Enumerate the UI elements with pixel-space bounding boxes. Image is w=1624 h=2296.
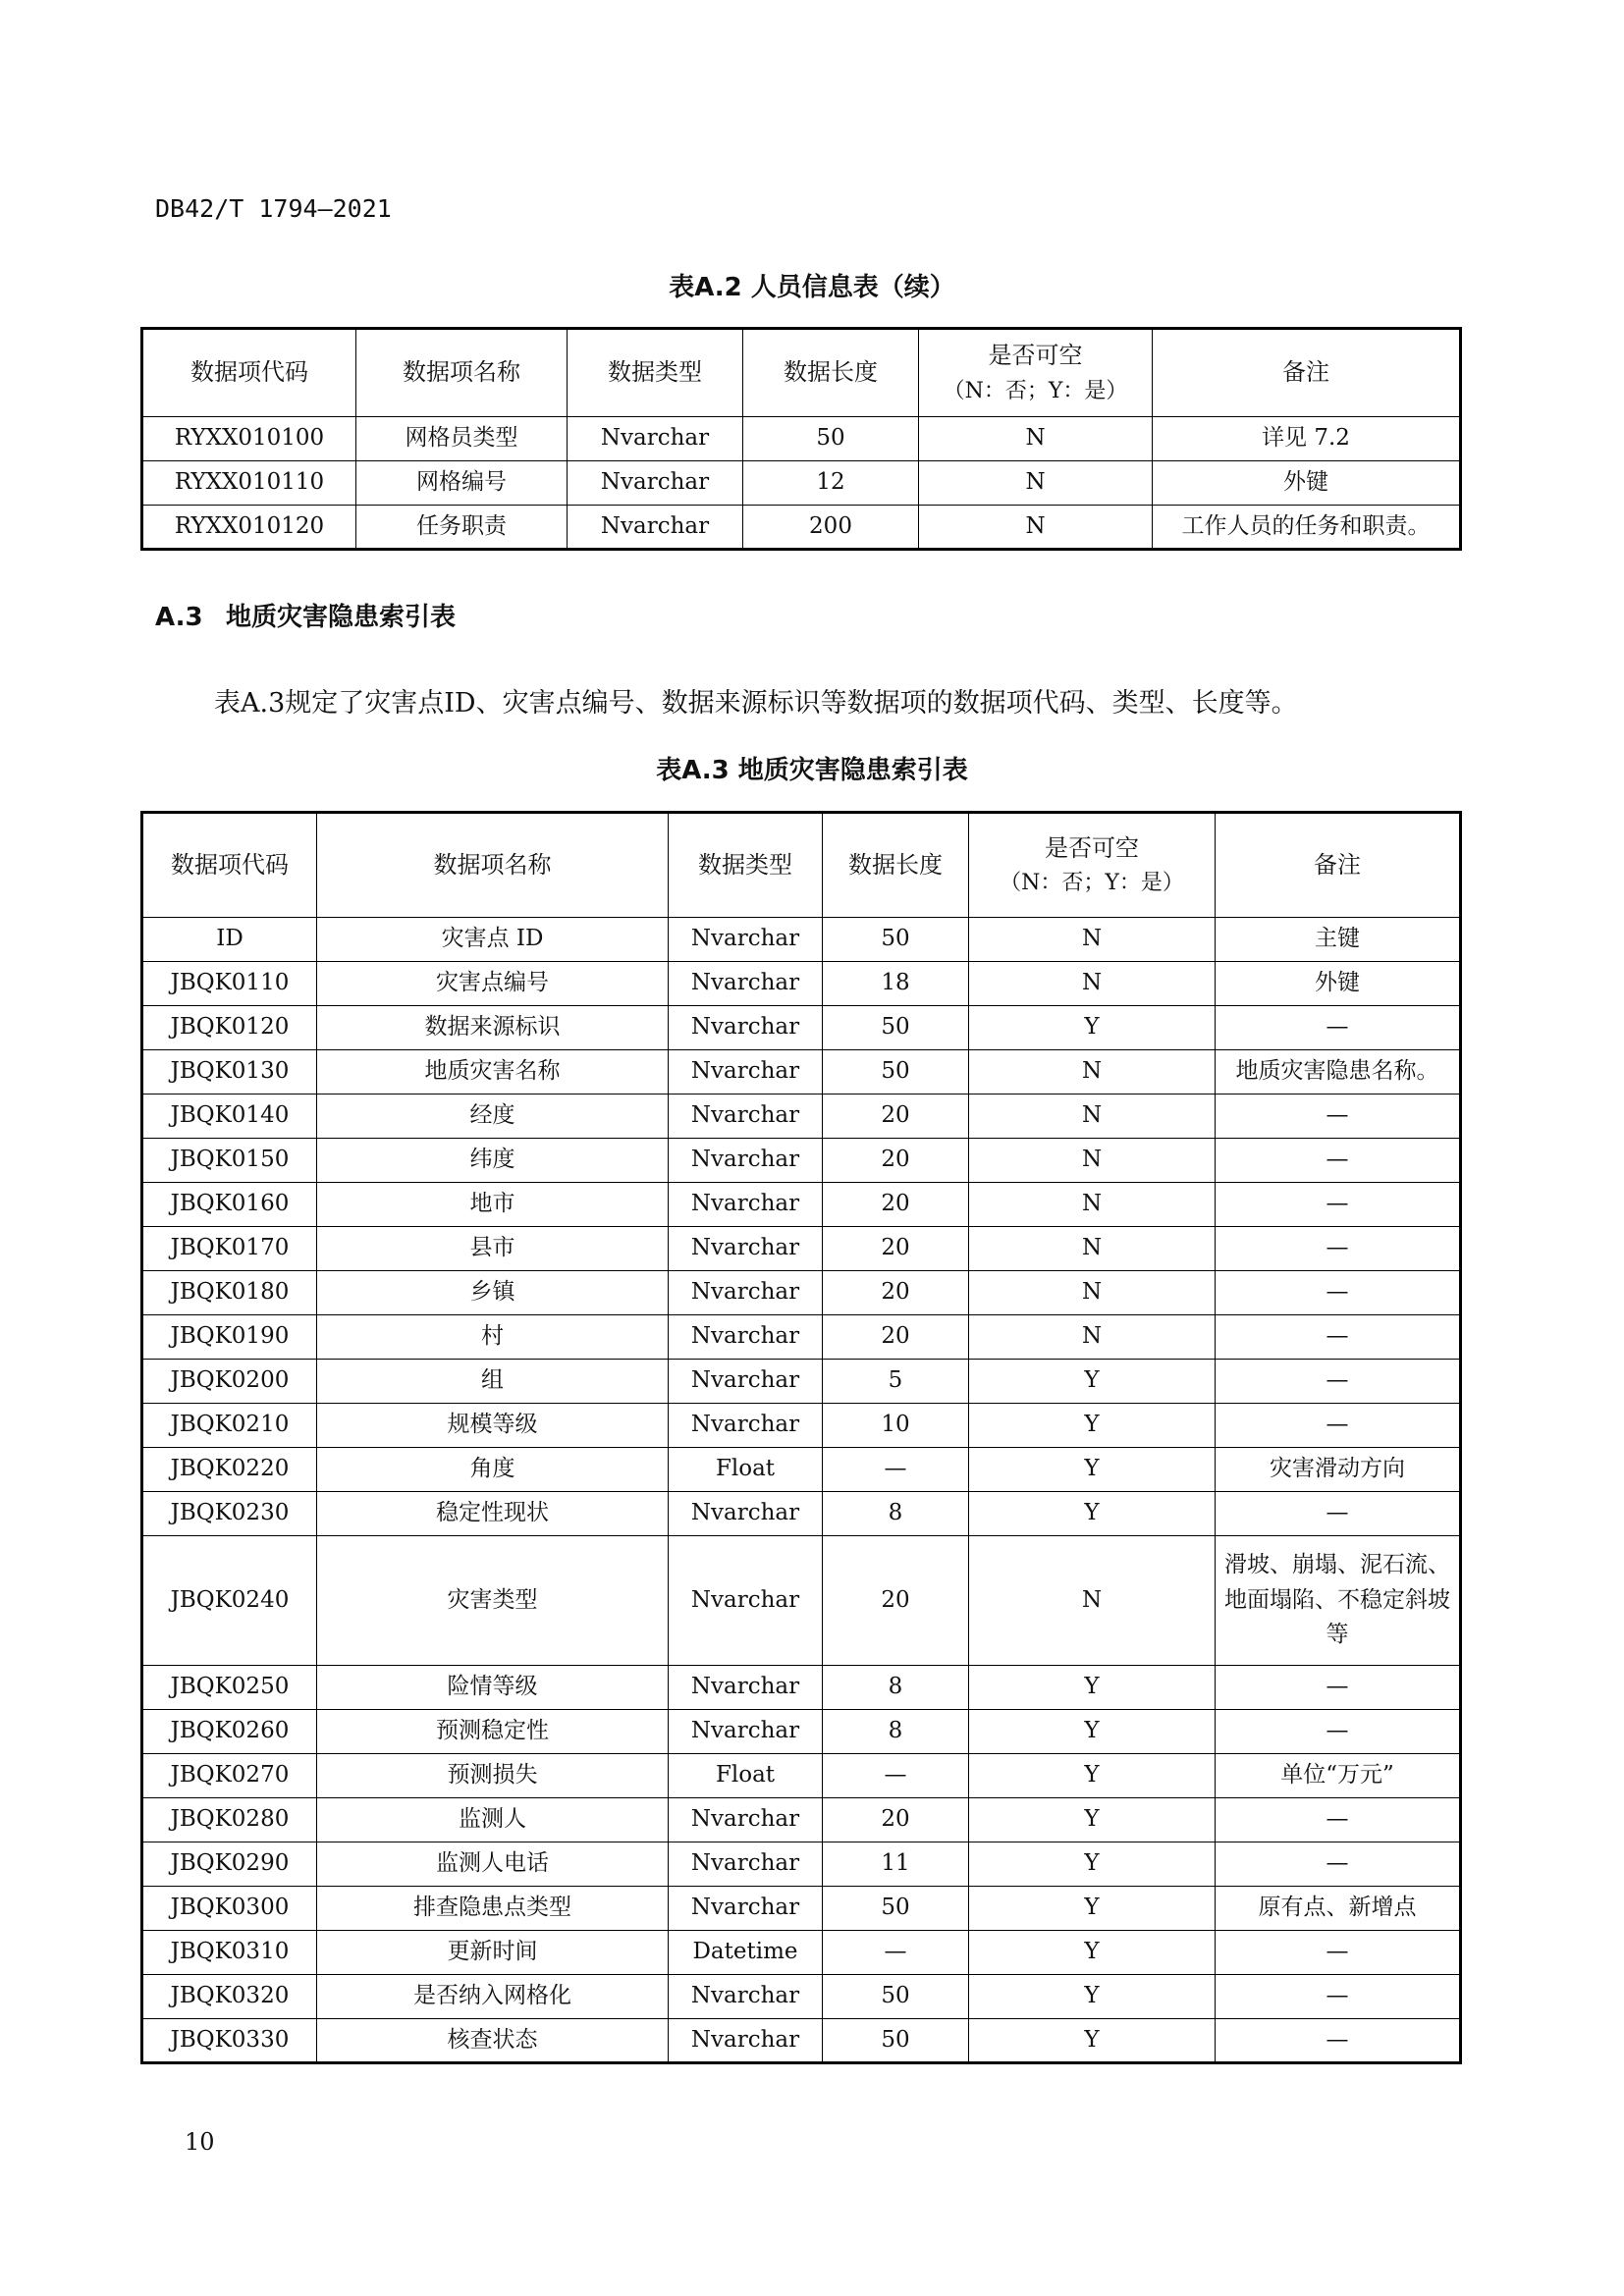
cell-name: 网格编号	[356, 461, 568, 506]
cell-name: 灾害点编号	[317, 962, 669, 1006]
cell-type: Nvarchar	[669, 1975, 823, 2019]
cell-type: Nvarchar	[669, 1183, 823, 1227]
cell-nullable: N	[969, 918, 1216, 962]
cell-type: Nvarchar	[669, 1315, 823, 1360]
cell-remark: 滑坡、崩塌、泥石流、地面塌陷、不稳定斜坡等	[1216, 1536, 1461, 1666]
cell-name: 灾害类型	[317, 1536, 669, 1666]
table-row	[142, 1536, 1461, 1666]
table-row	[142, 962, 1461, 1006]
cell-nullable: Y	[969, 1798, 1216, 1842]
cell-nullable: N	[919, 461, 1153, 506]
cell-code: ID	[142, 918, 317, 962]
cell-name: 地质灾害名称	[317, 1050, 669, 1095]
table-row	[142, 506, 1461, 550]
cell-name: 乡镇	[317, 1271, 669, 1315]
table-a2-body	[142, 417, 1461, 550]
table-row	[142, 1404, 1461, 1448]
section-number: A.3	[155, 603, 203, 632]
table-row	[142, 1139, 1461, 1183]
table-a3-body	[142, 918, 1461, 2063]
cell-remark: —	[1216, 1492, 1461, 1536]
cell-code: JBQK0280	[142, 1798, 317, 1842]
cell-remark: —	[1216, 1666, 1461, 1710]
cell-type: Nvarchar	[568, 506, 743, 550]
table-row	[142, 1050, 1461, 1095]
cell-length: 20	[823, 1095, 969, 1139]
cell-remark: —	[1216, 1931, 1461, 1975]
cell-type: Nvarchar	[669, 1710, 823, 1754]
cell-nullable: N	[969, 1536, 1216, 1666]
cell-nullable: N	[969, 1095, 1216, 1139]
table-row	[142, 1931, 1461, 1975]
header-nullable	[919, 329, 1153, 417]
cell-nullable: Y	[969, 1448, 1216, 1492]
cell-name: 组	[317, 1360, 669, 1404]
cell-length: 10	[823, 1404, 969, 1448]
table-row	[142, 1183, 1461, 1227]
cell-code: JBQK0310	[142, 1931, 317, 1975]
cell-remark: —	[1216, 1798, 1461, 1842]
cell-nullable: N	[969, 1271, 1216, 1315]
cell-name: 纬度	[317, 1139, 669, 1183]
cell-length: 8	[823, 1492, 969, 1536]
table-row	[142, 1095, 1461, 1139]
cell-length: 50	[823, 1887, 969, 1931]
cell-remark: —	[1216, 2019, 1461, 2063]
section-heading	[155, 597, 456, 633]
cell-type: Nvarchar	[669, 1050, 823, 1095]
cell-length: 5	[823, 1360, 969, 1404]
cell-name: 经度	[317, 1095, 669, 1139]
cell-type: Nvarchar	[669, 1271, 823, 1315]
cell-name: 地市	[317, 1183, 669, 1227]
table-row	[142, 1754, 1461, 1798]
table-a2-caption: 表A.2 人员信息表（续）	[669, 273, 955, 302]
cell-remark: —	[1216, 1360, 1461, 1404]
page-number: 10	[185, 2128, 215, 2156]
cell-type: Nvarchar	[669, 1095, 823, 1139]
cell-length: 50	[743, 417, 919, 461]
cell-code: JBQK0260	[142, 1710, 317, 1754]
table-row	[142, 1271, 1461, 1315]
cell-type: Nvarchar	[669, 1798, 823, 1842]
cell-length: 200	[743, 506, 919, 550]
cell-nullable: N	[969, 1315, 1216, 1360]
cell-code: JBQK0270	[142, 1754, 317, 1798]
header-type: 数据类型	[669, 813, 823, 918]
cell-remark: 灾害滑动方向	[1216, 1448, 1461, 1492]
cell-code: JBQK0200	[142, 1360, 317, 1404]
cell-code: JBQK0210	[142, 1404, 317, 1448]
cell-type: Nvarchar	[669, 962, 823, 1006]
header-code: 数据项代码	[142, 813, 317, 918]
table-row	[142, 1798, 1461, 1842]
cell-type: Nvarchar	[669, 918, 823, 962]
cell-name: 更新时间	[317, 1931, 669, 1975]
cell-remark: —	[1216, 1095, 1461, 1139]
cell-remark: —	[1216, 1271, 1461, 1315]
table-row	[142, 1360, 1461, 1404]
table-a3-caption: 表A.3 地质灾害隐患索引表	[656, 756, 968, 785]
cell-remark: —	[1216, 1006, 1461, 1050]
cell-code: JBQK0130	[142, 1050, 317, 1095]
cell-name: 核查状态	[317, 2019, 669, 2063]
header-length: 数据长度	[823, 813, 969, 918]
cell-remark: —	[1216, 1975, 1461, 2019]
cell-remark: 地质灾害隐患名称。	[1216, 1050, 1461, 1095]
cell-type: Nvarchar	[568, 461, 743, 506]
cell-length: 18	[823, 962, 969, 1006]
cell-code: JBQK0240	[142, 1536, 317, 1666]
cell-name: 是否纳入网格化	[317, 1975, 669, 2019]
cell-type: Float	[669, 1754, 823, 1798]
cell-type: Nvarchar	[669, 2019, 823, 2063]
table-row	[142, 1710, 1461, 1754]
cell-length: 12	[743, 461, 919, 506]
document-id: DB42/T 1794—2021	[155, 194, 392, 223]
cell-nullable: N	[969, 962, 1216, 1006]
cell-code: JBQK0150	[142, 1139, 317, 1183]
cell-code: RYXX010120	[142, 506, 356, 550]
cell-name: 村	[317, 1315, 669, 1360]
header-name: 数据项名称	[356, 329, 568, 417]
cell-nullable: Y	[969, 1006, 1216, 1050]
cell-length: 11	[823, 1842, 969, 1887]
cell-remark: —	[1216, 1710, 1461, 1754]
cell-nullable: N	[919, 417, 1153, 461]
table-a2	[140, 327, 1462, 551]
cell-type: Nvarchar	[669, 1006, 823, 1050]
cell-length: —	[823, 1448, 969, 1492]
table-row	[142, 1975, 1461, 2019]
cell-name: 规模等级	[317, 1404, 669, 1448]
table-row	[142, 2019, 1461, 2063]
cell-nullable: N	[969, 1050, 1216, 1095]
cell-name: 监测人	[317, 1798, 669, 1842]
cell-length: 8	[823, 1710, 969, 1754]
cell-type: Datetime	[669, 1931, 823, 1975]
cell-type: Float	[669, 1448, 823, 1492]
cell-length: 50	[823, 2019, 969, 2063]
header-code: 数据项代码	[142, 329, 356, 417]
cell-type: Nvarchar	[669, 1842, 823, 1887]
cell-name: 险情等级	[317, 1666, 669, 1710]
cell-code: JBQK0190	[142, 1315, 317, 1360]
cell-name: 任务职责	[356, 506, 568, 550]
cell-remark: —	[1216, 1227, 1461, 1271]
cell-type: Nvarchar	[669, 1536, 823, 1666]
cell-length: 20	[823, 1139, 969, 1183]
header-remark: 备注	[1216, 813, 1461, 918]
table-row	[142, 1887, 1461, 1931]
cell-nullable: Y	[969, 1360, 1216, 1404]
cell-name: 角度	[317, 1448, 669, 1492]
cell-remark: —	[1216, 1842, 1461, 1887]
cell-remark: —	[1216, 1139, 1461, 1183]
header-type: 数据类型	[568, 329, 743, 417]
table-row	[142, 417, 1461, 461]
cell-nullable: Y	[969, 1492, 1216, 1536]
cell-nullable: N	[969, 1183, 1216, 1227]
cell-name: 数据来源标识	[317, 1006, 669, 1050]
cell-code: JBQK0170	[142, 1227, 317, 1271]
cell-remark: —	[1216, 1183, 1461, 1227]
cell-name: 网格员类型	[356, 417, 568, 461]
cell-length: 50	[823, 1975, 969, 2019]
cell-type: Nvarchar	[669, 1404, 823, 1448]
cell-remark: 工作人员的任务和职责。	[1153, 506, 1461, 550]
table-a3	[140, 811, 1462, 2064]
table-row	[142, 1842, 1461, 1887]
table-row	[142, 1448, 1461, 1492]
cell-code: JBQK0300	[142, 1887, 317, 1931]
section-paragraph: 表A.3规定了灾害点ID、灾害点编号、数据来源标识等数据项的数据项代码、类型、长度等。	[214, 688, 1298, 719]
table-header-row	[142, 329, 1461, 417]
cell-remark: 详见 7.2	[1153, 417, 1461, 461]
header-nullable-legend: （N：否；Y：是）	[1000, 871, 1184, 896]
cell-remark: —	[1216, 1315, 1461, 1360]
cell-remark: 原有点、新增点	[1216, 1887, 1461, 1931]
cell-nullable: Y	[969, 1666, 1216, 1710]
cell-type: Nvarchar	[669, 1139, 823, 1183]
table-row	[142, 461, 1461, 506]
cell-remark: 主键	[1216, 918, 1461, 962]
cell-length: 20	[823, 1315, 969, 1360]
cell-length: 50	[823, 918, 969, 962]
header-nullable	[969, 813, 1216, 918]
cell-code: JBQK0250	[142, 1666, 317, 1710]
cell-type: Nvarchar	[669, 1492, 823, 1536]
cell-length: 8	[823, 1666, 969, 1710]
cell-code: JBQK0290	[142, 1842, 317, 1887]
cell-length: 20	[823, 1271, 969, 1315]
header-remark: 备注	[1153, 329, 1461, 417]
cell-nullable: N	[969, 1227, 1216, 1271]
cell-name: 预测稳定性	[317, 1710, 669, 1754]
cell-code: JBQK0110	[142, 962, 317, 1006]
table-row	[142, 1006, 1461, 1050]
cell-name: 稳定性现状	[317, 1492, 669, 1536]
cell-nullable: Y	[969, 2019, 1216, 2063]
header-length: 数据长度	[743, 329, 919, 417]
cell-type: Nvarchar	[669, 1227, 823, 1271]
cell-nullable: Y	[969, 1404, 1216, 1448]
cell-nullable: N	[969, 1139, 1216, 1183]
header-name: 数据项名称	[317, 813, 669, 918]
cell-nullable: Y	[969, 1931, 1216, 1975]
cell-length: 50	[823, 1006, 969, 1050]
table-row	[142, 918, 1461, 962]
cell-length: 50	[823, 1050, 969, 1095]
cell-nullable: Y	[969, 1754, 1216, 1798]
cell-remark: 外键	[1153, 461, 1461, 506]
cell-nullable: Y	[969, 1887, 1216, 1931]
header-nullable-label: 是否可空	[1045, 833, 1139, 862]
cell-code: JBQK0330	[142, 2019, 317, 2063]
cell-name: 排查隐患点类型	[317, 1887, 669, 1931]
cell-name: 县市	[317, 1227, 669, 1271]
cell-name: 灾害点 ID	[317, 918, 669, 962]
header-nullable-legend: （N：否；Y：是）	[943, 378, 1128, 403]
section-title: 地质灾害隐患索引表	[226, 603, 457, 632]
cell-length: 20	[823, 1227, 969, 1271]
cell-nullable: Y	[969, 1975, 1216, 2019]
cell-length: 20	[823, 1536, 969, 1666]
cell-remark: —	[1216, 1404, 1461, 1448]
cell-code: JBQK0160	[142, 1183, 317, 1227]
cell-type: Nvarchar	[669, 1666, 823, 1710]
cell-length: —	[823, 1931, 969, 1975]
cell-remark: 单位“万元”	[1216, 1754, 1461, 1798]
cell-length: 20	[823, 1798, 969, 1842]
cell-code: JBQK0230	[142, 1492, 317, 1536]
cell-remark: 外键	[1216, 962, 1461, 1006]
cell-nullable: Y	[969, 1710, 1216, 1754]
cell-code: JBQK0120	[142, 1006, 317, 1050]
cell-type: Nvarchar	[669, 1360, 823, 1404]
table-row	[142, 1227, 1461, 1271]
table-row	[142, 1492, 1461, 1536]
cell-nullable: Y	[969, 1842, 1216, 1887]
cell-code: JBQK0140	[142, 1095, 317, 1139]
cell-length: 20	[823, 1183, 969, 1227]
cell-code: JBQK0320	[142, 1975, 317, 2019]
cell-code: RYXX010110	[142, 461, 356, 506]
cell-code: JBQK0220	[142, 1448, 317, 1492]
cell-name: 预测损失	[317, 1754, 669, 1798]
header-nullable-label: 是否可空	[988, 342, 1083, 370]
cell-code: JBQK0180	[142, 1271, 317, 1315]
cell-type: Nvarchar	[669, 1887, 823, 1931]
cell-nullable: N	[919, 506, 1153, 550]
table-row	[142, 1666, 1461, 1710]
cell-length: —	[823, 1754, 969, 1798]
cell-name: 监测人电话	[317, 1842, 669, 1887]
table-header-row	[142, 813, 1461, 918]
cell-code: RYXX010100	[142, 417, 356, 461]
table-row	[142, 1315, 1461, 1360]
cell-type: Nvarchar	[568, 417, 743, 461]
